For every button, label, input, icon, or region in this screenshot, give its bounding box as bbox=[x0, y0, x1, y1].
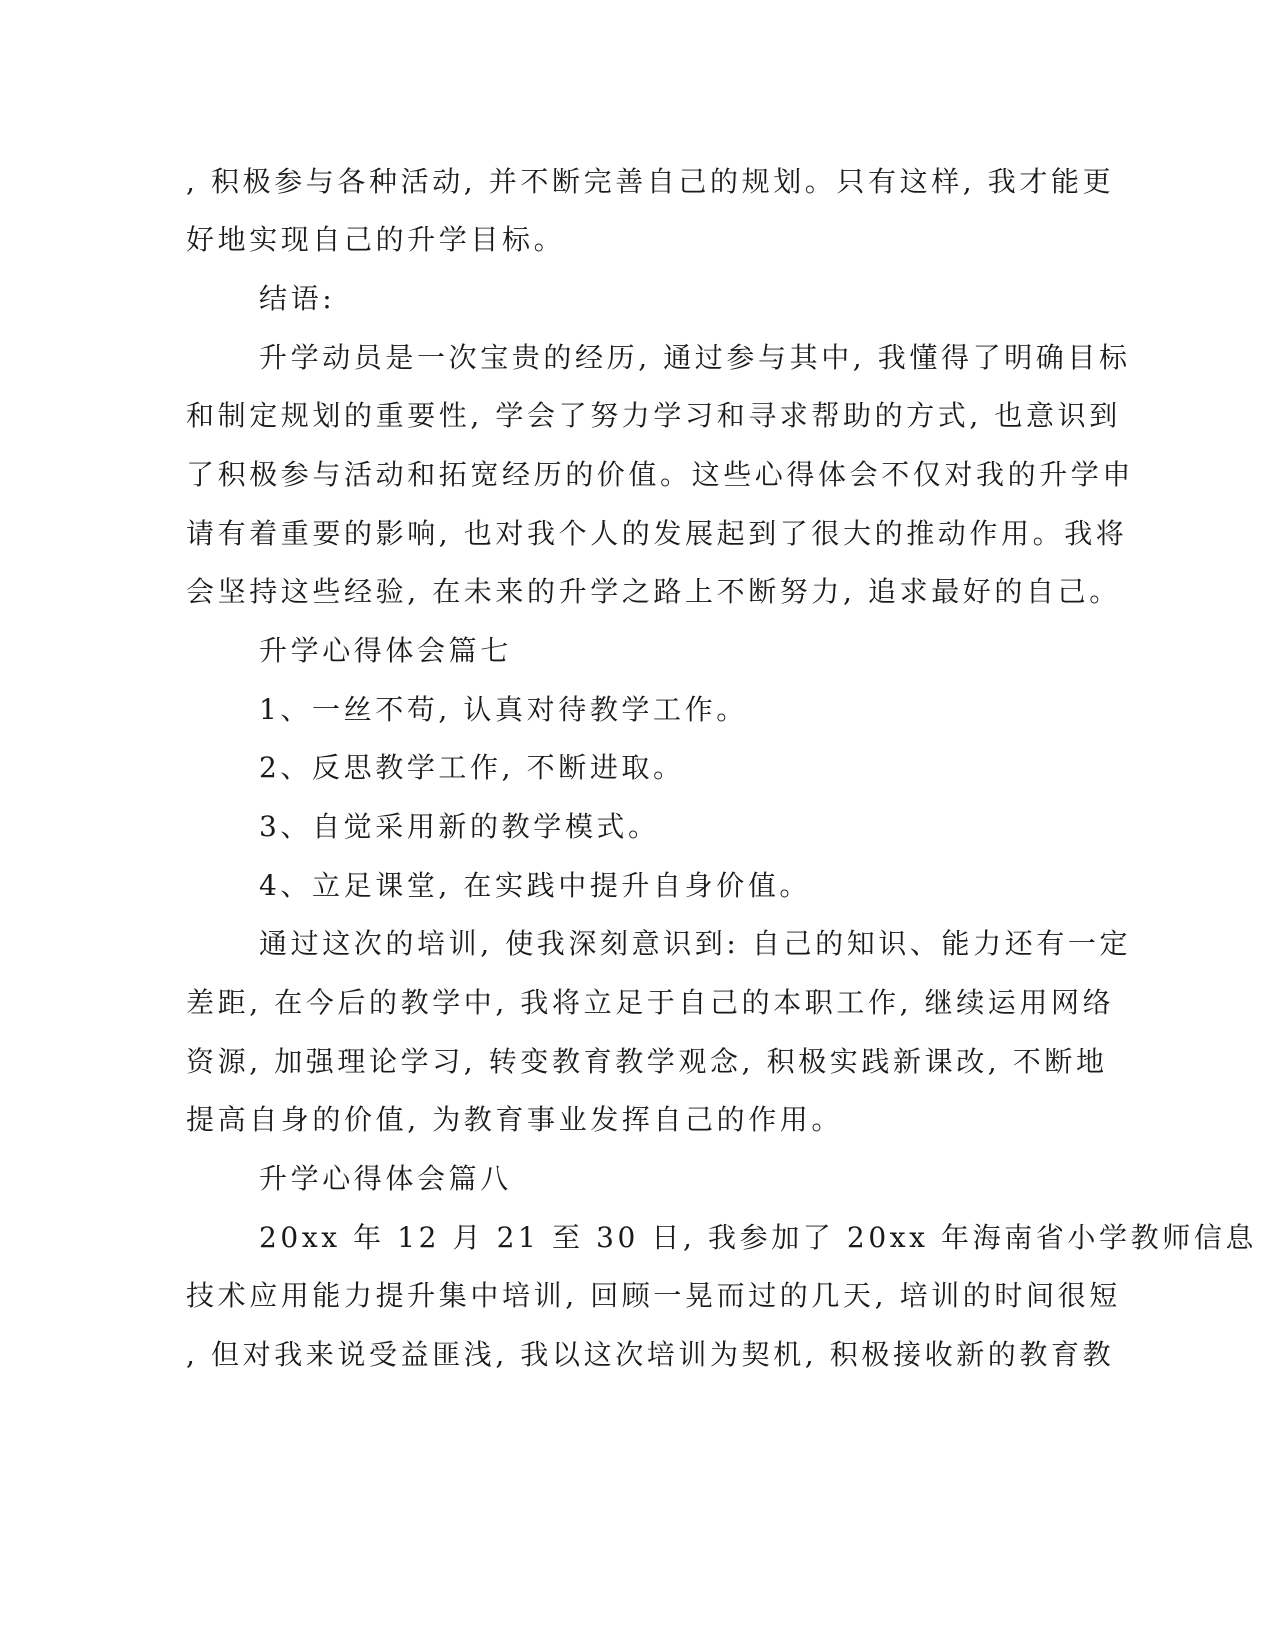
text-line-17: 提高自身的价值, 为教育事业发挥自己的作用。 bbox=[186, 1103, 844, 1136]
text-line-8: 会坚持这些经验, 在未来的升学之路上不断努力, 追求最好的自己。 bbox=[186, 575, 1121, 608]
text-line-4: 升学动员是一次宝贵的经历, 通过参与其中, 我懂得了明确目标 bbox=[259, 341, 1131, 374]
text-line-21: , 但对我来说受益匪浅, 我以这次培训为契机, 积极接收新的教育教 bbox=[186, 1338, 1115, 1371]
section-heading-7: 升学心得体会篇七 bbox=[259, 634, 512, 667]
list-item-3: 3、自觉采用新的教学模式。 bbox=[259, 810, 660, 843]
text-line-6: 了积极参与活动和拓宽经历的价值。这些心得体会不仅对我的升学申 bbox=[186, 458, 1135, 491]
list-item-4: 4、立足课堂, 在实践中提升自身价值。 bbox=[259, 869, 812, 902]
list-item-1: 1、一丝不苟, 认真对待教学工作。 bbox=[259, 693, 748, 726]
conclusion-heading: 结语: bbox=[259, 282, 336, 315]
text-line-1: , 积极参与各种活动, 并不断完善自己的规划。只有这样, 我才能更 bbox=[186, 165, 1115, 198]
text-line-16: 资源, 加强理论学习, 转变教育教学观念, 积极实践新课改, 不断地 bbox=[186, 1045, 1108, 1078]
text-line-14: 通过这次的培训, 使我深刻意识到: 自己的知识、能力还有一定 bbox=[259, 927, 1132, 960]
section-heading-8: 升学心得体会篇八 bbox=[259, 1162, 512, 1195]
text-line-15: 差距, 在今后的教学中, 我将立足于自己的本职工作, 继续运用网络 bbox=[186, 986, 1115, 1019]
list-item-2: 2、反思教学工作, 不断进取。 bbox=[259, 751, 685, 784]
text-line-5: 和制定规划的重要性, 学会了努力学习和寻求帮助的方式, 也意识到 bbox=[186, 399, 1121, 432]
text-line-7: 请有着重要的影响, 也对我个人的发展起到了很大的推动作用。我将 bbox=[186, 517, 1128, 550]
text-line-20: 技术应用能力提升集中培训, 回顾一晃而过的几天, 培训的时间很短 bbox=[186, 1279, 1121, 1312]
text-line-2: 好地实现自己的升学目标。 bbox=[186, 223, 566, 256]
text-line-19: 20xx 年 12 月 21 至 30 日, 我参加了 20xx 年海南省小学教师信息 bbox=[259, 1221, 1258, 1254]
